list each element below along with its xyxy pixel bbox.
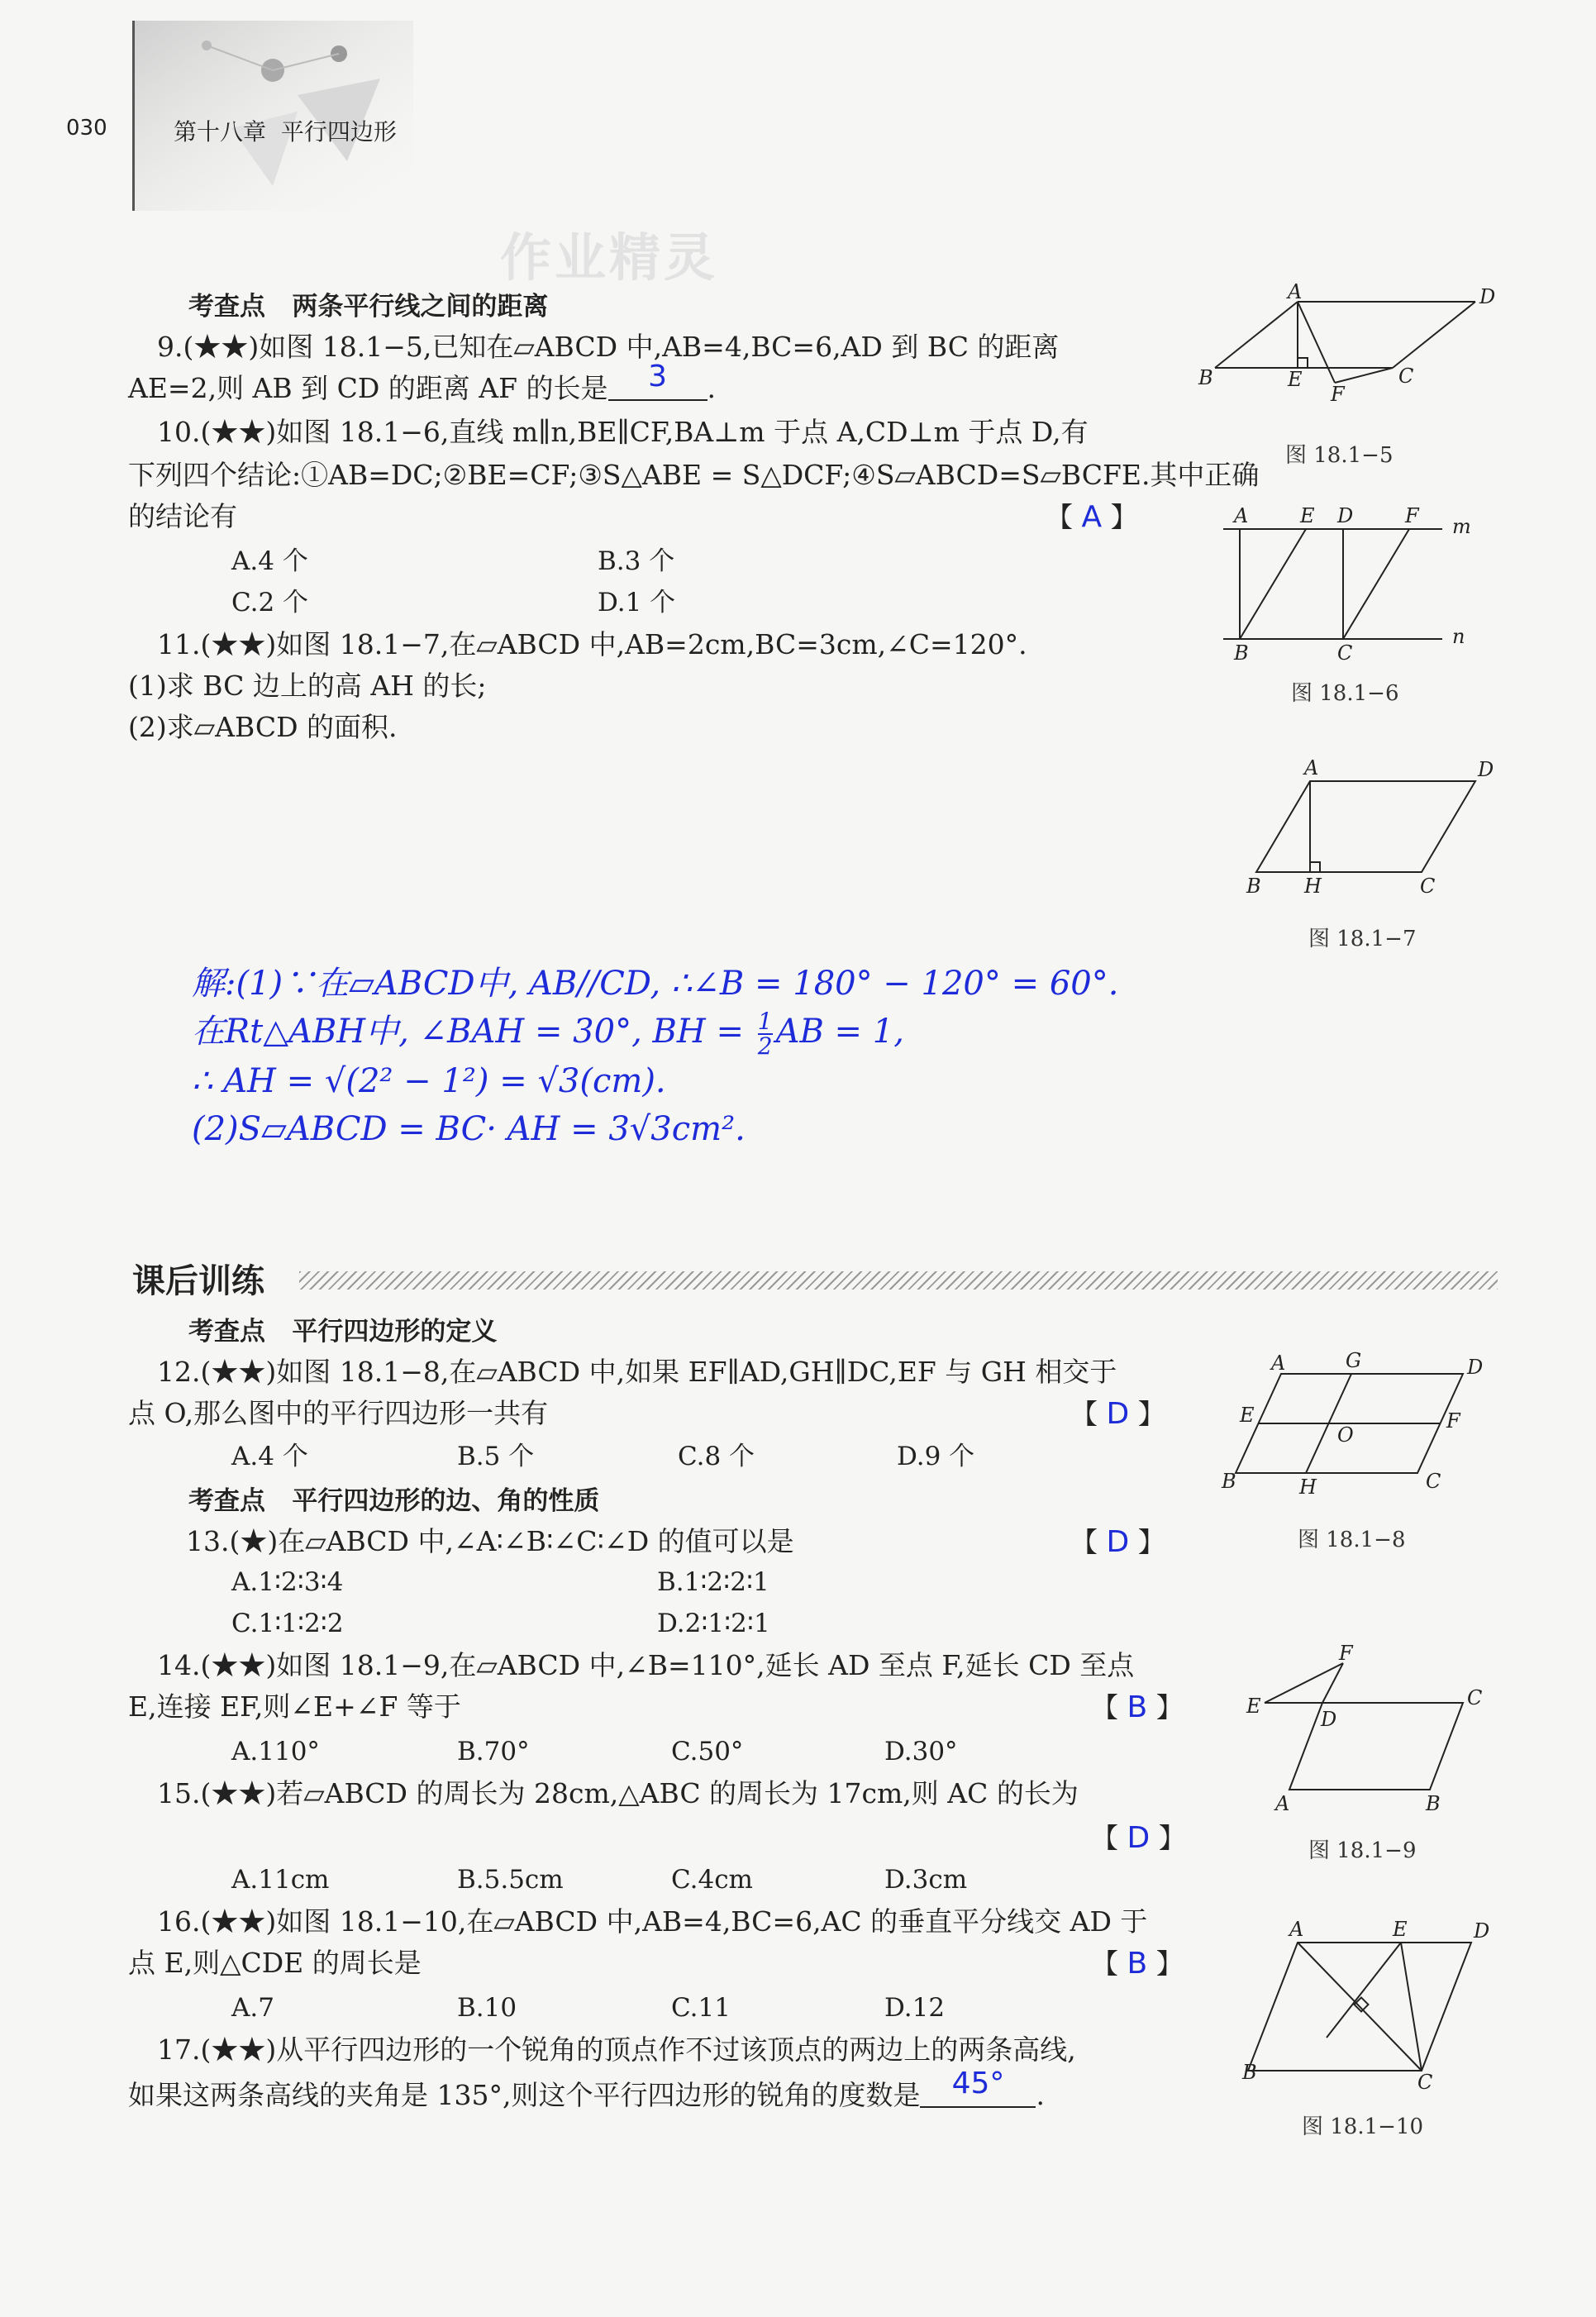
figure-18-1-6 xyxy=(1211,500,1475,665)
fig5-label-f: F xyxy=(1331,383,1345,406)
parallelogram-abcd xyxy=(1289,1703,1463,1790)
fig8-label-e: E xyxy=(1240,1404,1255,1427)
chapter-number: 第十八章 xyxy=(174,118,267,145)
figure-18-1-8 xyxy=(1215,1349,1496,1498)
q12-option-d: D.9 个 xyxy=(897,1442,975,1471)
q10-answer: A xyxy=(1081,500,1103,534)
q9-period: . xyxy=(707,372,717,404)
seg-af xyxy=(1298,302,1335,383)
figure-18-1-10 xyxy=(1236,1914,1500,2094)
fig6-label-m: m xyxy=(1452,515,1471,538)
q14-line2: E,连接 EF,则∠E+∠F 等于 xyxy=(128,1690,461,1723)
heading-title: 平行四边形的边、角的性质 xyxy=(292,1486,600,1516)
q13-option-b: B.1∶2∶2∶1 xyxy=(657,1567,769,1597)
fig5-label-a: A xyxy=(1288,280,1303,303)
fig8-label-g: G xyxy=(1346,1349,1362,1372)
seg-be xyxy=(1240,529,1306,639)
frac-num: 1 xyxy=(757,1008,773,1035)
right-angle-e xyxy=(1298,358,1308,368)
q12-option-b: B.5 个 xyxy=(457,1442,535,1471)
fig10-label-c: C xyxy=(1417,2071,1433,2094)
q16-option-b: B.10 xyxy=(457,1993,517,2023)
q14-option-a: A.110° xyxy=(231,1737,320,1766)
fig9-label-e: E xyxy=(1246,1695,1261,1718)
q9-line1: 9.(★★)如图 18.1−5,已知在▱ABCD 中,AB=4,BC=6,AD 到 BC 的距离 xyxy=(157,331,1060,363)
seg-cd xyxy=(1393,302,1475,368)
heading-title: 两条平行线之间的距离 xyxy=(292,292,549,322)
parallelogram-abcd xyxy=(1256,781,1475,872)
q12-bracket: 【 D 】 xyxy=(1070,1397,1165,1431)
q13-bracket: 【 D 】 xyxy=(1070,1525,1165,1559)
fig7-label-a: A xyxy=(1304,756,1319,779)
fig7-label-c: C xyxy=(1420,875,1436,898)
heading-label: 考查点 xyxy=(188,292,265,322)
section-title-practice: 课后训练 xyxy=(132,1262,264,1300)
q15-bracket: 【 D 】 xyxy=(1091,1821,1186,1855)
q13-option-c: C.1∶1∶2∶2 xyxy=(231,1609,344,1638)
caption-18-1-9: 图 18.1−9 xyxy=(1308,1838,1417,1863)
q10-option-a: A.4 个 xyxy=(231,546,308,576)
fig10-label-a: A xyxy=(1289,1918,1304,1941)
fig8-label-h: H xyxy=(1299,1476,1317,1499)
q9-text: AE=2,则 AB 到 CD 的距离 AF 的长是 xyxy=(128,372,608,404)
fig9-label-f: F xyxy=(1339,1642,1353,1665)
caption-18-1-10: 图 18.1−10 xyxy=(1302,2114,1424,2139)
q13-option-a: A.1∶2∶3∶4 xyxy=(231,1567,344,1597)
q10-line1: 10.(★★)如图 18.1−6,直线 m∥n,BE∥CF,BA⊥m 于点 A,CD⊥m 于点 D,有 xyxy=(157,416,1089,448)
q16-option-a: A.7 xyxy=(231,1993,274,2023)
fig8-label-d: D xyxy=(1467,1356,1484,1379)
q15-option-d: D.3cm xyxy=(884,1865,968,1895)
q15-line1: 15.(★★)若▱ABCD 的周长为 28cm,△ABC 的周长为 17cm,则 AC 的长为 xyxy=(157,1777,1079,1809)
section-title-hatch xyxy=(299,1271,1498,1290)
q13-answer: D xyxy=(1106,1525,1130,1559)
section-heading-distance xyxy=(188,285,548,322)
q13-option-d: D.2∶1∶2∶1 xyxy=(657,1609,770,1638)
fig6-label-n: n xyxy=(1452,625,1465,648)
solution-line3: ∴ AH = √(2² − 1²) = √3(cm). xyxy=(192,1062,666,1100)
q14-bracket: 【 B 】 xyxy=(1091,1690,1184,1724)
q15-option-c: C.4cm xyxy=(671,1865,753,1895)
page-number: 030 xyxy=(66,116,107,141)
seg-cf xyxy=(1343,529,1409,639)
fig9-label-d: D xyxy=(1321,1708,1337,1731)
q16-option-d: D.12 xyxy=(884,1993,946,2023)
q10-bracket: 【 A 】 xyxy=(1046,500,1138,534)
frac-den: 2 xyxy=(757,1032,773,1060)
seg-fc-extended xyxy=(1335,368,1393,383)
fig5-label-c: C xyxy=(1398,365,1414,388)
q10-option-d: D.1 个 xyxy=(598,588,676,617)
q12-option-a: A.4 个 xyxy=(231,1442,308,1471)
q11-line3: (2)求▱ABCD 的面积. xyxy=(128,711,398,743)
fig6-label-b: B xyxy=(1234,641,1249,665)
caption-18-1-5: 图 18.1−5 xyxy=(1285,443,1394,468)
fig7-label-d: D xyxy=(1478,758,1494,781)
solution-line4: (2)S▱ABCD = BC· AH = 3√3cm². xyxy=(192,1110,746,1148)
q9-blank[interactable] xyxy=(608,360,707,401)
fig6-label-e: E xyxy=(1300,504,1315,527)
q14-option-c: C.50° xyxy=(671,1737,744,1766)
q17-line2 xyxy=(128,2067,1045,2116)
fig5-label-d: D xyxy=(1479,285,1496,308)
fig6-label-a: A xyxy=(1234,504,1249,527)
solution-line2 xyxy=(192,1007,904,1058)
q15-option-b: B.5.5cm xyxy=(457,1865,564,1895)
q11-line2: (1)求 BC 边上的高 AH 的长; xyxy=(128,670,487,702)
q10-option-b: B.3 个 xyxy=(598,546,675,576)
section-heading-properties xyxy=(188,1480,599,1517)
caption-18-1-8: 图 18.1−8 xyxy=(1298,1528,1406,1552)
solution-line2-pre: 在Rt△ABH中, ∠BAH = 30°, BH = xyxy=(192,1013,755,1051)
solution-fraction xyxy=(758,1010,773,1058)
q11-line1: 11.(★★)如图 18.1−7,在▱ABCD 中,AB=2cm,BC=3cm,∠C=120°. xyxy=(157,628,1027,660)
q14-option-b: B.70° xyxy=(457,1737,530,1766)
figure-18-1-7 xyxy=(1232,752,1504,901)
q9-answer: 3 xyxy=(648,360,667,393)
fig9-label-b: B xyxy=(1426,1792,1441,1815)
section-heading-definition xyxy=(188,1310,497,1347)
chapter-title: 平行四边形 xyxy=(280,118,397,145)
heading-label: 考查点 xyxy=(188,1486,265,1516)
q10-option-c: C.2 个 xyxy=(231,588,309,617)
q14-line1: 14.(★★)如图 18.1−9,在▱ABCD 中,∠B=110°,延长 AD 至点 F,延长 CD 至点 xyxy=(157,1649,1135,1681)
q12-answer: D xyxy=(1106,1397,1130,1431)
q16-option-c: C.11 xyxy=(671,1993,731,2023)
fig10-label-d: D xyxy=(1474,1919,1490,1943)
q12-line1: 12.(★★)如图 18.1−8,在▱ABCD 中,如果 EF∥AD,GH∥DC,EF 与 GH 相交于 xyxy=(157,1356,1117,1388)
fig8-label-f: F xyxy=(1446,1409,1460,1433)
seg-perp-bisector xyxy=(1327,1943,1401,2038)
q17-line1: 17.(★★)从平行四边形的一个锐角的顶点作不过该顶点的两边上的两条高线, xyxy=(157,2033,1076,2066)
q16-line2: 点 E,则△CDE 的周长是 xyxy=(128,1947,422,1979)
q16-bracket: 【 B 】 xyxy=(1091,1947,1184,1981)
heading-title: 平行四边形的定义 xyxy=(292,1317,498,1347)
caption-18-1-7: 图 18.1−7 xyxy=(1308,927,1417,951)
q10-line3: 的结论有 xyxy=(128,500,237,532)
fig8-label-c: C xyxy=(1426,1470,1441,1493)
fig5-label-e: E xyxy=(1288,368,1303,391)
q17-blank[interactable] xyxy=(920,2067,1036,2108)
chapter-label xyxy=(174,114,397,147)
fig6-label-f: F xyxy=(1405,504,1419,527)
q17-answer: 45° xyxy=(951,2067,1005,2100)
fig7-label-b: B xyxy=(1246,875,1261,898)
fig10-label-b: B xyxy=(1242,2061,1257,2084)
q9-line2 xyxy=(128,360,717,409)
fig7-label-h: H xyxy=(1304,875,1322,898)
q14-answer: B xyxy=(1127,1690,1148,1724)
fig8-label-b: B xyxy=(1222,1470,1236,1493)
heading-label: 考查点 xyxy=(188,1317,265,1347)
q17-period: . xyxy=(1036,2079,1045,2111)
q13-line1: 13.(★)在▱ABCD 中,∠A∶∠B∶∠C∶∠D 的值可以是 xyxy=(186,1525,794,1557)
fig9-label-a: A xyxy=(1275,1792,1290,1815)
caption-18-1-6: 图 18.1−6 xyxy=(1291,681,1399,706)
fig6-label-d: D xyxy=(1337,504,1354,527)
fig10-label-e: E xyxy=(1393,1918,1408,1941)
q16-answer: B xyxy=(1127,1947,1148,1981)
fig5-label-b: B xyxy=(1198,366,1213,389)
solution-line2-post: AB = 1, xyxy=(775,1013,904,1051)
q17-text: 如果这两条高线的夹角是 135°,则这个平行四边形的锐角的度数是 xyxy=(128,2079,921,2111)
fig8-label-a: A xyxy=(1271,1352,1286,1375)
q12-line2: 点 O,那么图中的平行四边形一共有 xyxy=(128,1397,549,1429)
solution-line1: 解:(1)∵在▱ABCD中, AB//CD, ∴∠B = 180° − 120° = 60°. xyxy=(192,965,1119,1003)
watermark: 作业精灵 xyxy=(500,227,719,288)
figure-18-1-5 xyxy=(1190,280,1504,406)
fig9-label-c: C xyxy=(1467,1686,1483,1709)
header-rule xyxy=(132,21,135,211)
fig6-label-c: C xyxy=(1337,641,1353,665)
seg-ab xyxy=(1215,302,1298,368)
q14-option-d: D.30° xyxy=(884,1737,958,1766)
seg-ef xyxy=(1265,1663,1343,1703)
q15-option-a: A.11cm xyxy=(231,1865,330,1895)
q16-line1: 16.(★★)如图 18.1−10,在▱ABCD 中,AB=4,BC=6,AC 的垂直平分线交 AD 于 xyxy=(157,1905,1148,1938)
fig8-label-o: O xyxy=(1337,1423,1354,1447)
right-angle-h xyxy=(1310,862,1320,872)
seg-ac xyxy=(1298,1943,1422,2071)
figure-18-1-9 xyxy=(1240,1642,1504,1827)
q12-option-c: C.8 个 xyxy=(678,1442,755,1471)
q15-answer: D xyxy=(1127,1821,1151,1855)
q10-line2: 下列四个结论:①AB=DC;②BE=CF;③S△ABE = S△DCF;④S▱ABCD=S▱BCFE.其中正确 xyxy=(128,459,1260,491)
